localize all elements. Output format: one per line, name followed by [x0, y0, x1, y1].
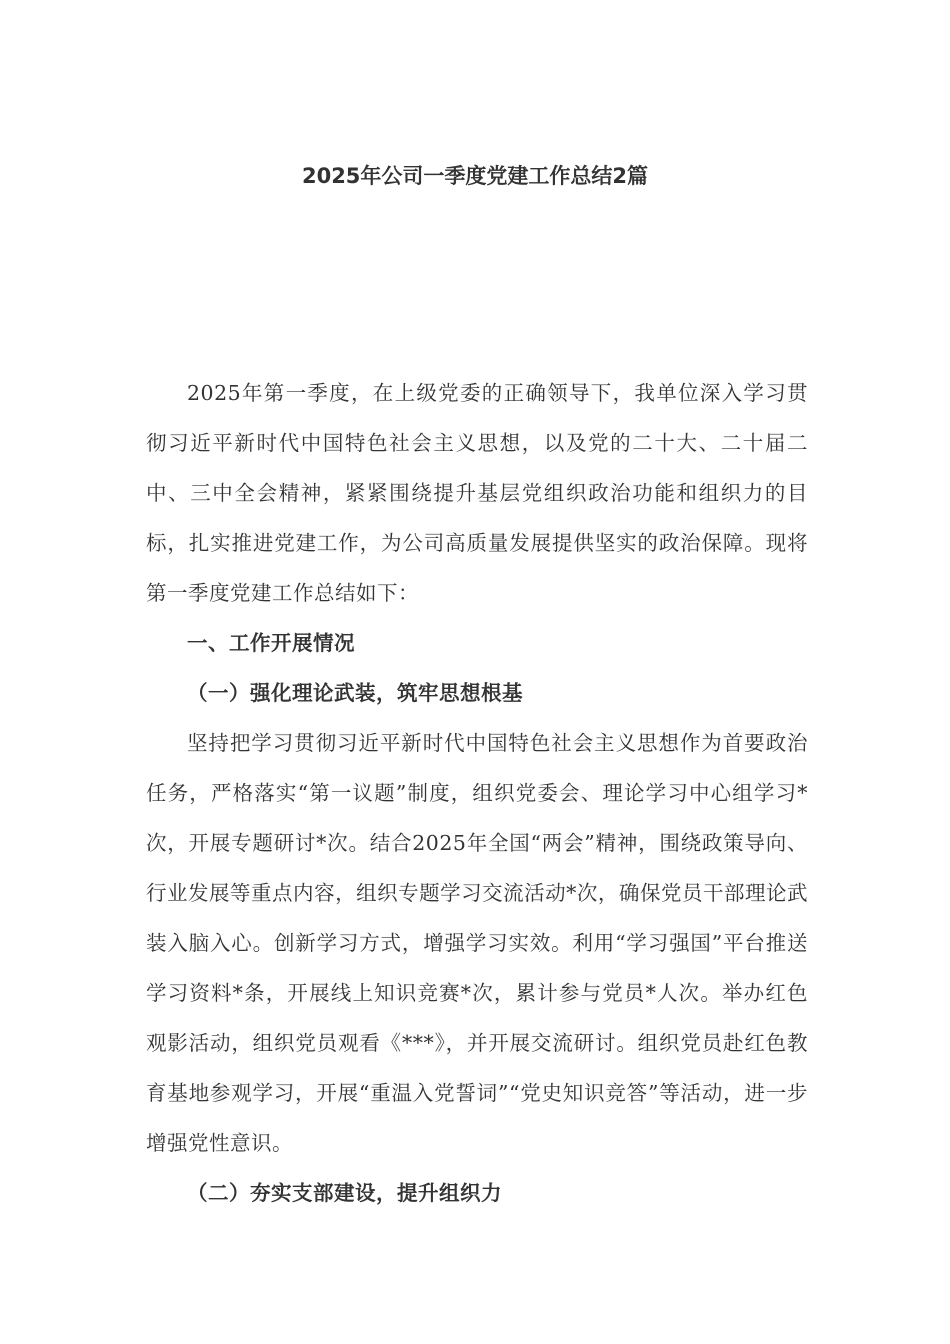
subsection-heading-branch-building: （二）夯实支部建设，提升组织力 — [187, 1181, 502, 1205]
section-heading-work-status: 一、工作开展情况 — [187, 631, 355, 655]
intro-paragraph: 2025年第一季度，在上级党委的正确领导下，我单位深入学习贯彻习近平新时代中国特色社会主义思想，以及党的二十大、二十届二中、三中全会精神，紧紧围绕提升基层党组织政治功能和组织力的目标，扎实推进党建工作，为公司高质量发展提供坚实的政治保障。现将第一季度党建工作总结如下： — [146, 381, 808, 605]
subsection-paragraph-theory: 坚持把学习贯彻习近平新时代中国特色社会主义思想作为首要政治任务，严格落实“第一议题”制度，组织党委会、理论学习中心组学习*次，开展专题研讨*次。结合2025年全国“两会”精神，围绕政策导向、行业发展等重点内容，组织专题学习交流活动*次，确保党员干部理论武装入脑入心。创新学习方式，增强学习实效。利用“学习强国”平台推送学习资料*条，开展线上知识竞赛*次，累计参与党员*人次。举办红色观影活动，组织党员观看《***》，并开展交流研讨。组织党员赴红色教育基地参观学习，开展“重温入党誓词”“党史知识竞答”等活动，进一步增强党性意识。 — [146, 731, 808, 1155]
document-body — [146, 368, 808, 1218]
subsection-heading-theory: （一）强化理论武装，筑牢思想根基 — [187, 681, 523, 705]
document-title: 2025年公司一季度党建工作总结2篇 — [301, 164, 649, 188]
